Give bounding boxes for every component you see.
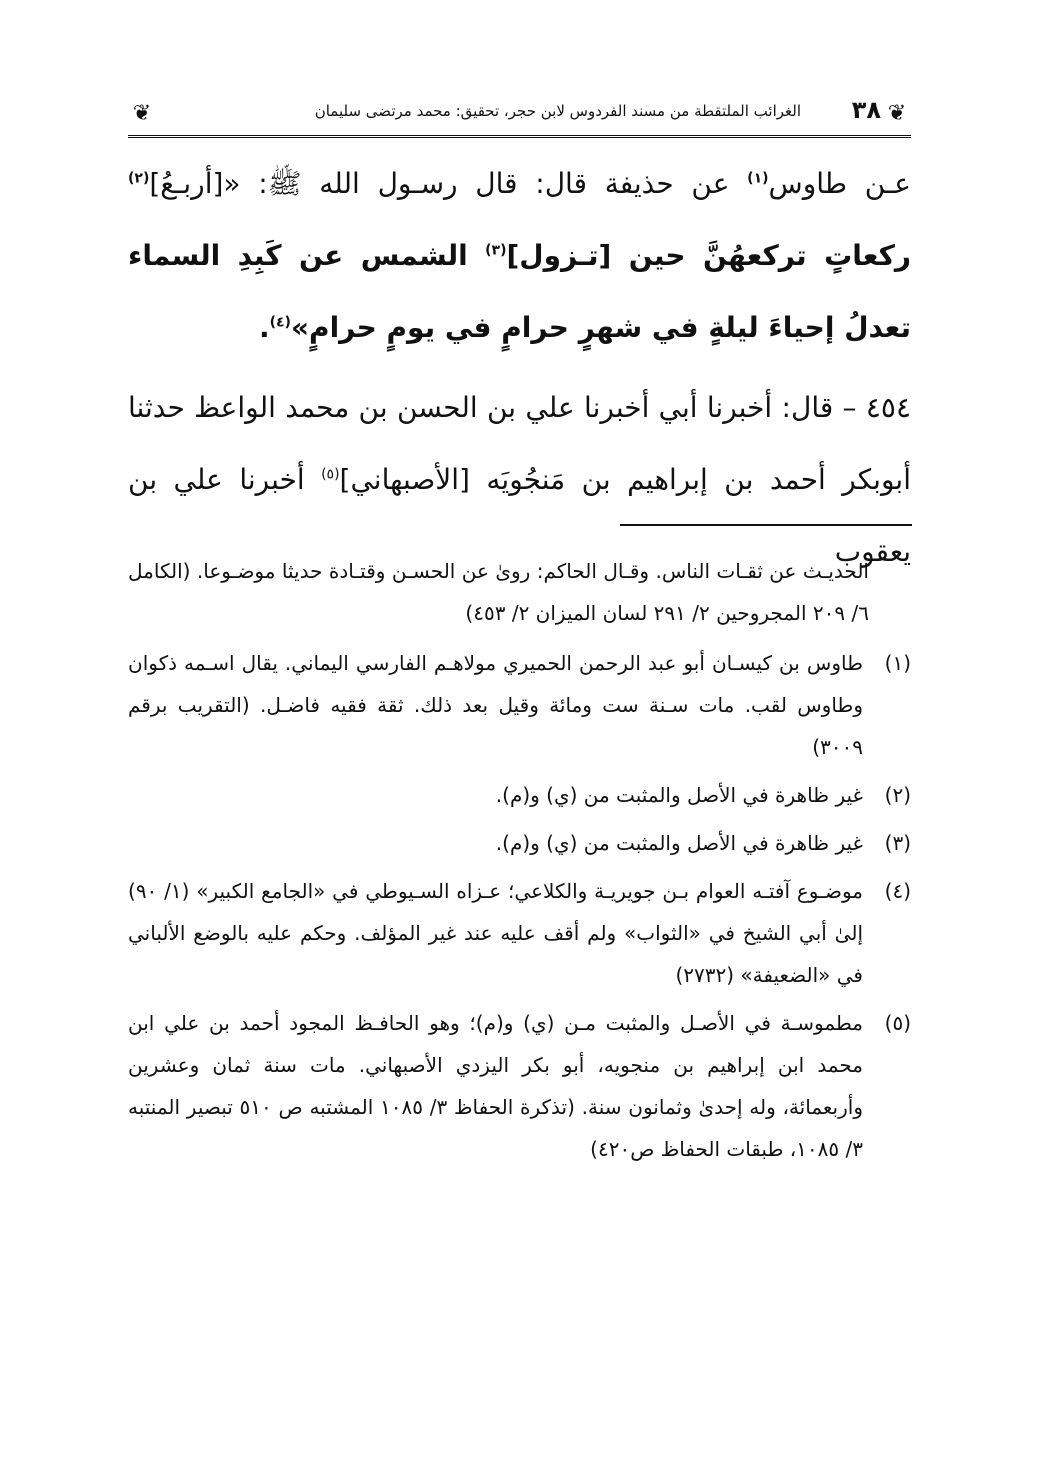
footnote-item	[128, 822, 911, 864]
isnad-paragraph: ٤٥٤ – قال: أخبرنا أبي أخبرنا علي بن الحسن بن محمد الواعظ حدثنا أبوبكر أحمد بن إبراهيم بن مَنجُويَه [الأصبهاني]$^{(٥)}$ أخبرنا علي بن يعقوب	[128, 391, 911, 568]
footnotes	[128, 550, 911, 1176]
footnote-ref-3[interactable]: (٣)	[485, 242, 507, 259]
footnote-ref-4[interactable]: (٤)	[269, 314, 291, 331]
footnote-number: (٥)	[884, 1011, 911, 1035]
footnote-text: غير ظاهرة في الأصل والمثبت من (ي) و(م).	[495, 783, 863, 807]
footnote-number: (٣)	[884, 831, 911, 855]
footnote-ref-5[interactable]: (٥)	[321, 466, 340, 483]
footnote-text: موضـوع آفتـه العوام بـن جويريـة والكلاعي؛ عـزاه السـيوطي في «الجامع الكبير» (١/ ٩٠) إلىٰ أبي الشيخ في «الثواب» ولم أقف عليه عند غير المؤلف. وحكم عليه بالوضع الألباني في «الضعيفة» (٢٧٣٢)	[128, 879, 863, 987]
footnote-item	[128, 642, 911, 768]
footnote-item	[128, 774, 911, 816]
footnote-item	[128, 1002, 911, 1170]
header-ornament-left: ❦	[132, 101, 152, 126]
footnote-number: (١)	[884, 651, 911, 675]
header-rule	[128, 135, 911, 138]
footnote-number: (٤)	[884, 879, 911, 903]
footnote-continuation: الحديـث عن ثقـات الناس. وقـال الحاكم: روىٰ عن الحسـن وقتـادة حديثا موضـوعا. (الكامل ٦/ ٢٠٩ المجروحين ٢/ ٢٩١ لسان الميزان ٢/ ٤٥٣)	[128, 559, 869, 625]
footnote-text: غير ظاهرة في الأصل والمثبت من (ي) و(م).	[495, 831, 863, 855]
header-ornament-right: ❦	[887, 101, 907, 126]
footnote-separator	[620, 524, 912, 526]
footnote-ref-2[interactable]: (٢)	[128, 170, 150, 187]
running-title: الغرائب الملتقطة من مسند الفردوس لابن حجر، تحقيق: محمد مرتضى سليمان	[314, 102, 801, 120]
footnote-ref-1[interactable]: (١)	[747, 170, 769, 187]
main-text	[128, 148, 911, 588]
page-number: ٣٨	[851, 96, 881, 124]
footnote-text: طاوس بن كيسـان أبو عبد الرحمن الحميري مولاهـم الفارسي اليماني. يقال اسـمه ذكوان وطاوس لقب. مات سـنة ست ومائة وقيل بعد ذلك. ثقة فقيه فاضـل. (التقريب برقم ٣٠٠٩)	[128, 651, 863, 759]
running-header	[128, 96, 911, 140]
footnote-number: (٢)	[884, 783, 911, 807]
footnote-item	[128, 870, 911, 996]
hadith-paragraph: عـن طاوس$^{(١)}$ عن حذيفة قال: قال رسـول الله ﷺ: «[أربـعُ]$^{(٢)}$ ركعاتٍ تركعهُنَّ حين [تـزول]$^{(٣)}$ الشمس عن كَبِدِ السماء تعدلُ إحياءَ ليلةٍ في شهرٍ حرامٍ في يومٍ حرامٍ»$^{(٤)}$.	[128, 167, 911, 344]
footnote-text: مطموسـة في الأصـل والمثبت مـن (ي) و(م)؛ وهو الحافـظ المجود أحمد بن علي ابن محمد ابن إبراهيم بن منجويه، أبو بكر اليزدي الأصبهاني. مات سنة ثمان وعشرين وأربعمائة، وله إحدىٰ وثمانون سنة. (تذكرة الحفاظ ٣/ ١٠٨٥ المشتبه ص ٥١٠ تبصير المنتبه ٣/ ١٠٨٥، طبقات الحفاظ ص٤٢٠)	[128, 1011, 863, 1161]
